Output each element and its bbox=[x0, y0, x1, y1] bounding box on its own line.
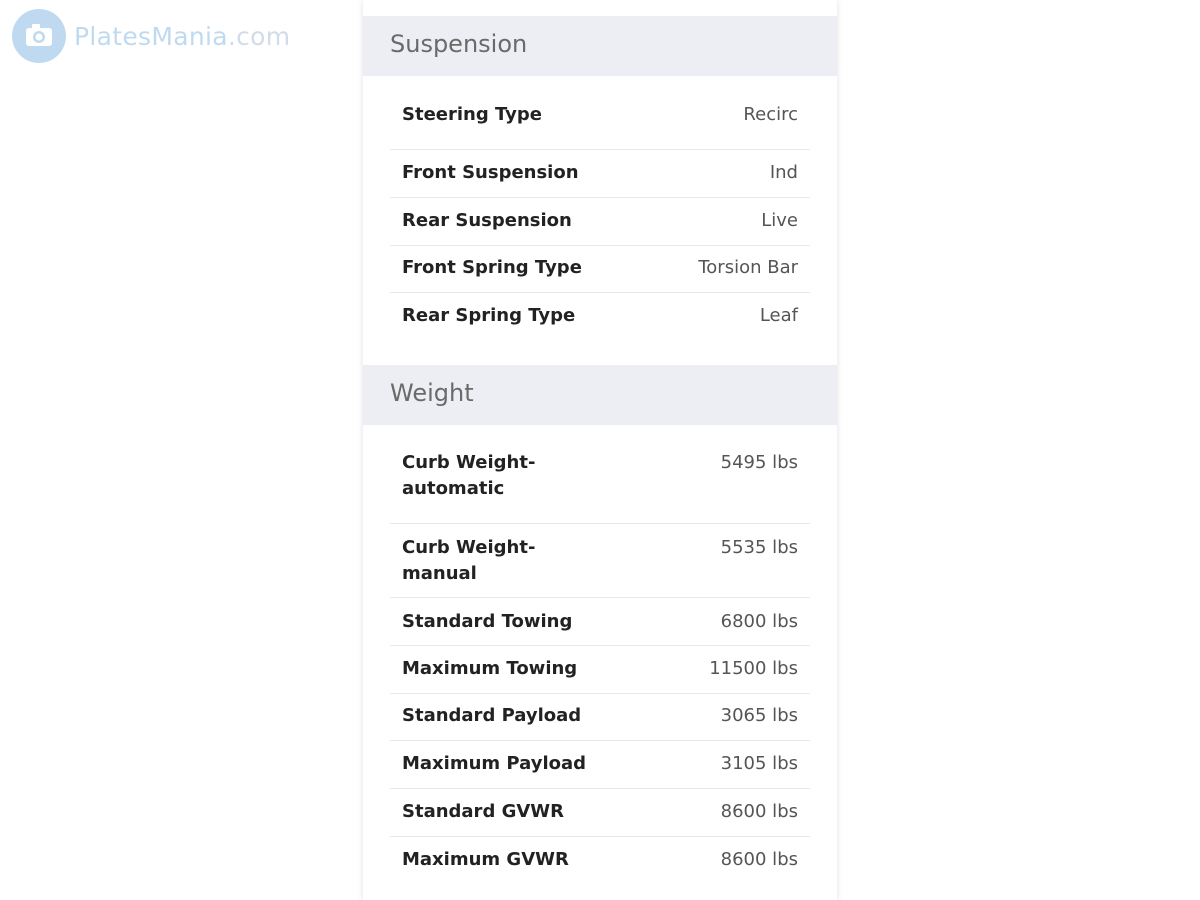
spec-value: 3065 lbs bbox=[720, 705, 798, 726]
spec-label: Standard Payload bbox=[402, 705, 582, 726]
spec-value: 8600 lbs bbox=[720, 849, 798, 870]
spec-label: Front Spring Type bbox=[402, 257, 582, 278]
weight-section-header bbox=[363, 365, 837, 425]
platesmania-watermark bbox=[12, 9, 290, 63]
spec-label: Standard GVWR bbox=[402, 801, 565, 822]
spec-row bbox=[390, 524, 810, 598]
spec-value: Live bbox=[761, 210, 798, 231]
spec-row bbox=[390, 741, 810, 789]
spec-value: 3105 lbs bbox=[720, 753, 798, 774]
weight-section-title: Weight bbox=[390, 379, 474, 407]
watermark-brand: PlatesMania bbox=[74, 21, 228, 51]
specs-card bbox=[363, 0, 837, 900]
suspension-spec-list bbox=[390, 102, 810, 341]
spec-value: 5495 lbs bbox=[720, 452, 798, 473]
camera-icon bbox=[12, 9, 66, 63]
suspension-section-header bbox=[363, 16, 837, 76]
spec-label: Maximum Towing bbox=[402, 658, 578, 679]
spec-value: Ind bbox=[769, 162, 798, 183]
spec-row bbox=[390, 646, 810, 694]
spec-row bbox=[390, 837, 810, 885]
spec-value: Torsion Bar bbox=[698, 257, 798, 278]
spec-row bbox=[390, 598, 810, 646]
spec-value: 8600 lbs bbox=[720, 801, 798, 822]
spec-row bbox=[390, 150, 810, 198]
spec-label: Maximum GVWR bbox=[402, 849, 569, 870]
watermark-text bbox=[74, 22, 290, 51]
spec-row bbox=[390, 198, 810, 246]
spec-label: Standard Towing bbox=[402, 611, 573, 632]
spec-row bbox=[390, 450, 810, 524]
weight-spec-list bbox=[390, 450, 810, 885]
spec-label: Curb Weight-manual bbox=[402, 537, 536, 584]
spec-label: Front Suspension bbox=[402, 162, 579, 183]
spec-value: Recirc bbox=[743, 104, 798, 125]
spec-label: Rear Spring Type bbox=[402, 305, 576, 326]
watermark-suffix: .com bbox=[227, 21, 291, 51]
spec-label: Maximum Payload bbox=[402, 753, 587, 774]
spec-row bbox=[390, 789, 810, 837]
spec-label: Steering Type bbox=[402, 104, 542, 125]
spec-label: Rear Suspension bbox=[402, 210, 572, 231]
spec-value: 11500 lbs bbox=[709, 658, 798, 679]
spec-label: Curb Weight-automatic bbox=[402, 452, 536, 499]
spec-value: 5535 lbs bbox=[720, 537, 798, 558]
spec-row bbox=[390, 694, 810, 741]
spec-value: 6800 lbs bbox=[720, 611, 798, 632]
spec-value: Leaf bbox=[759, 305, 798, 326]
suspension-section-title: Suspension bbox=[390, 30, 528, 58]
spec-row bbox=[390, 293, 810, 341]
spec-row bbox=[390, 102, 810, 150]
spec-row bbox=[390, 246, 810, 293]
